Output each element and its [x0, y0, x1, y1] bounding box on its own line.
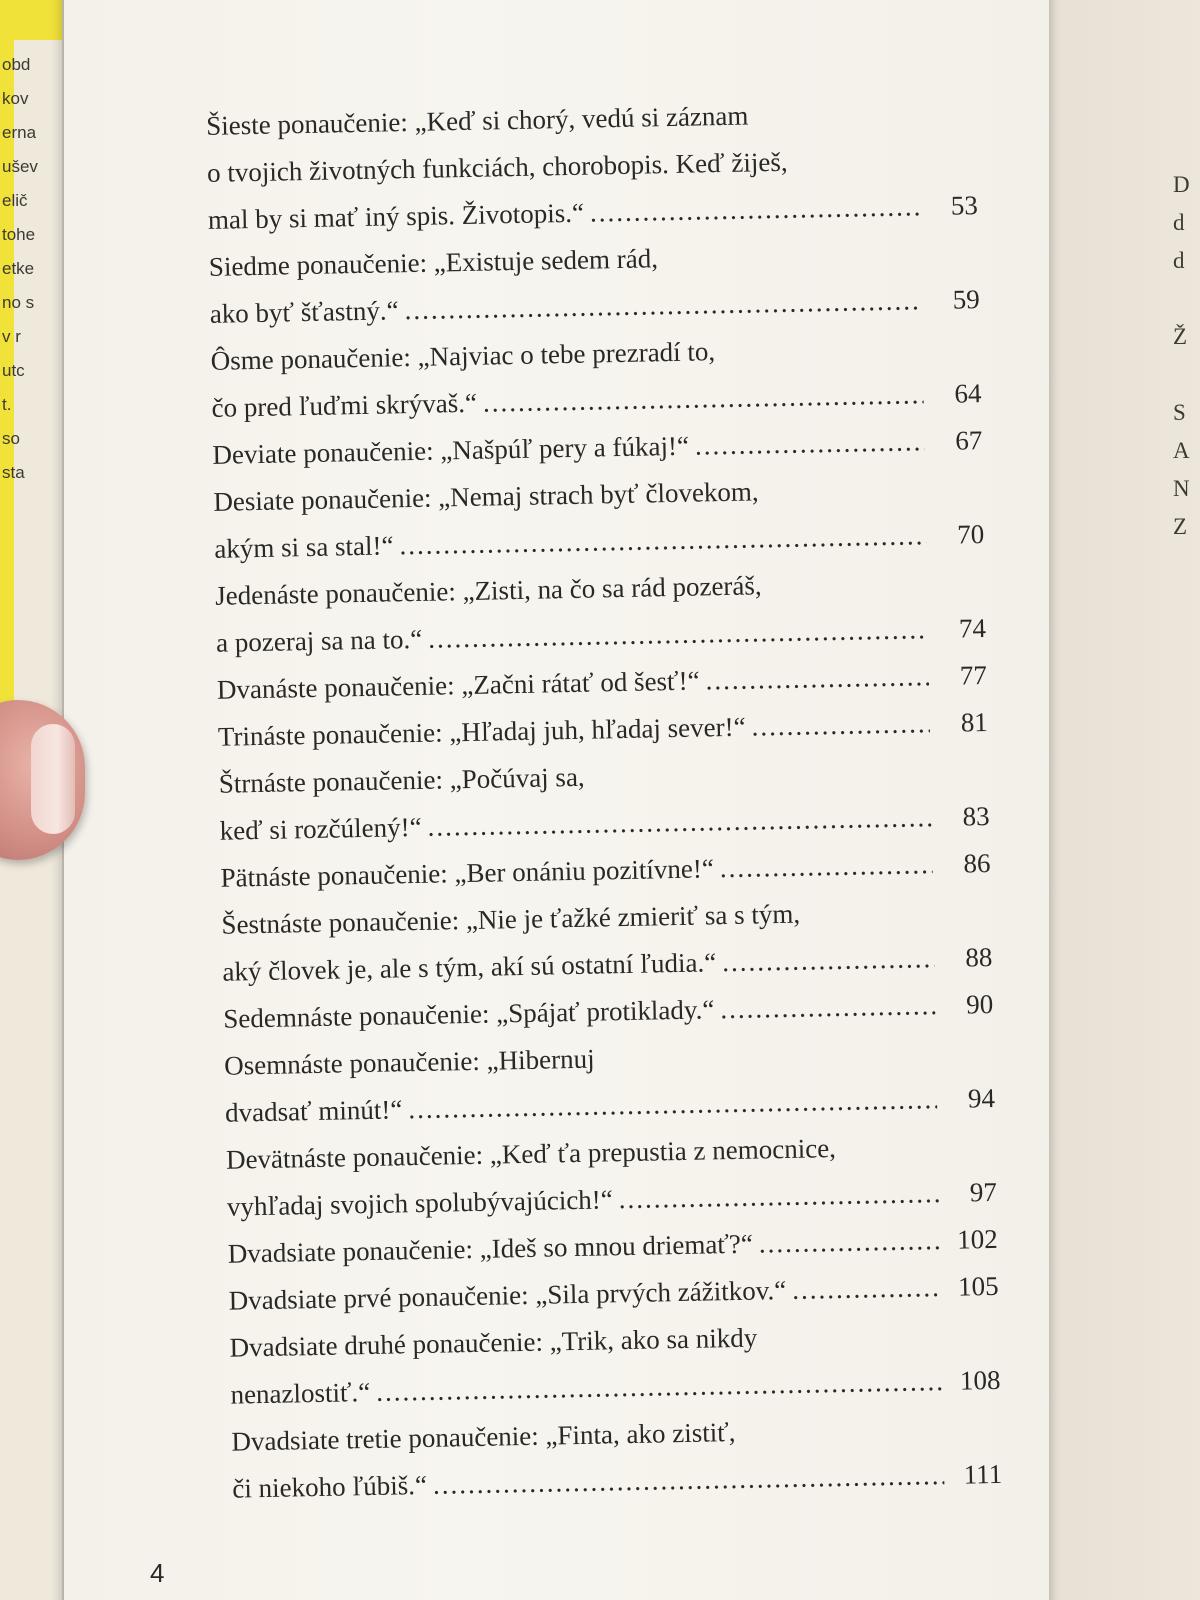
toc-entry-line: o tvojich životných funkciách, chorobopis. Keď žiješ,: [206, 146, 788, 188]
toc-entry-line: ako byť šťastný.“: [209, 295, 399, 329]
toc-entry-line: nenazlostiť.“: [230, 1376, 371, 1410]
toc-entry-line: Dvadsiate druhé ponaučenie: „Trik, ako sa nikdy: [229, 1322, 758, 1363]
toc-entry-line: Dvadsiate tretie ponaučenie: „Finta, ako zistiť,: [231, 1416, 736, 1457]
toc-page-number: 108: [959, 1364, 1001, 1396]
book-page: [64, 0, 1049, 1600]
right-adjacent-page: [1045, 0, 1200, 1600]
toc-entry-line: dvadsať minút!“: [224, 1094, 403, 1128]
toc-entry-line: a pozeraj sa na to.“: [215, 623, 423, 658]
dot-leader: [694, 418, 924, 469]
toc-entry-line: Deviate ponaučenie: „Našpúľ pery a fúkaj!“: [212, 430, 690, 470]
toc-page-number: 86: [963, 847, 991, 879]
toc-entry-line: Osemnáste ponaučenie: „Hibernuj: [223, 1043, 595, 1081]
toc-entry: [208, 229, 980, 338]
toc-entry: [231, 1404, 1003, 1513]
toc-entry-line: Ôsme ponaučenie: „Najviac o tebe prezradí to,: [210, 336, 716, 376]
toc-entry-line: Pätnáste ponaučenie: „Ber onániu pozitívne!“: [220, 853, 715, 893]
toc-page-number: 83: [962, 800, 990, 832]
toc-page-number: 70: [956, 519, 985, 550]
toc-entry-line: čo pred ľuďmi skrývaš.“: [211, 387, 478, 423]
table-of-contents: [49, 0, 1065, 1600]
toc-entry-line: Šestnáste ponaučenie: „Nie je ťažké zmieriť sa s tým,: [221, 898, 801, 940]
toc-entry-line: Dvanáste ponaučenie: „Začni rátať od šesť!“: [216, 665, 700, 705]
toc-page-number: 53: [950, 190, 979, 221]
toc-entry-line: akým si sa stal!“: [214, 530, 394, 564]
toc-entry-line: Dvadsiate ponaučenie: „Ideš so mnou driemať?“: [227, 1228, 754, 1269]
dot-leader: [589, 183, 920, 236]
right-page-text-fragments: D d d Ž S A N Z: [1173, 172, 1190, 539]
toc-entry-line: Trináste ponaučenie: „Hľadaj juh, hľadaj sever!“: [217, 711, 746, 752]
left-page-text-fragments: obd kov erna ušev elič tohe etke no s v r utc t. so sta: [2, 55, 38, 482]
dot-leader: [720, 982, 936, 1033]
toc-entry-line: Devätnáste ponaučenie: „Keď ťa prepustia z nemocnice,: [225, 1133, 837, 1175]
toc-entry: [229, 1310, 1001, 1419]
toc-page-number: 111: [963, 1458, 1003, 1490]
toc-entry-line: Dvadsiate prvé ponaučenie: „Sila prvých zážitkov.“: [228, 1274, 787, 1316]
toc-page-number: 97: [969, 1176, 998, 1208]
toc-page-number: 64: [954, 378, 982, 409]
toc-entry: [224, 1028, 996, 1137]
toc-entry: [210, 323, 982, 432]
dot-leader: [722, 935, 935, 986]
toc-page-number: 81: [960, 707, 989, 738]
toc-entry-line: keď si rozčúlený!“: [219, 811, 422, 846]
dot-leader: [719, 841, 933, 892]
toc-page-number: 67: [955, 425, 983, 456]
toc-entry-line: Šieste ponaučenie: „Keď si chorý, vedú si záznam: [205, 100, 749, 141]
dot-leader: [751, 700, 930, 750]
thumbnail-nail: [31, 724, 75, 834]
toc-page-number: 94: [967, 1082, 996, 1114]
toc-entry: [215, 558, 987, 667]
dot-leader: [482, 371, 923, 426]
toc-entry: [213, 464, 985, 573]
toc-entry-line: či niekoho ľúbiš.“: [232, 1469, 428, 1504]
toc-entry-line: Sedemnáste ponaučenie: „Spájať protiklady.“: [223, 994, 715, 1034]
toc-page-number: 102: [956, 1223, 998, 1255]
toc-entry: [221, 887, 993, 996]
toc-entry: [226, 1122, 998, 1231]
toc-page-number: 77: [959, 660, 988, 691]
toc-entry-line: Desiate ponaučenie: „Nemaj strach byť človekom,: [213, 476, 759, 517]
dot-leader: [433, 1452, 945, 1509]
dot-leader: [705, 653, 929, 704]
dot-leader: [618, 1170, 939, 1223]
toc-entry: [206, 88, 979, 244]
dot-leader: [758, 1217, 940, 1267]
toc-page-number: 90: [965, 988, 994, 1020]
toc-entry-line: mal by si mať iný spis. Životopis.“: [207, 197, 585, 235]
toc-entry-line: Štrnáste ponaučenie: „Počúvaj sa,: [218, 761, 585, 799]
toc-page-number: 105: [957, 1270, 999, 1302]
toc-entry-line: vyhľadaj svojich spolubývajúcich!“: [226, 1184, 614, 1222]
toc-entry-line: Siedme ponaučenie: „Existuje sedem rád,: [208, 243, 659, 282]
toc-entry-line: Jedenáste ponaučenie: „Zisti, na čo sa rád pozeráš,: [214, 570, 762, 611]
toc-entry-line: aký človek je, ale s tým, akí sú ostatní ľudia.“: [222, 947, 717, 987]
toc-entry: [218, 746, 990, 855]
toc-page-number: 74: [958, 613, 987, 644]
page-number: 4: [150, 1558, 165, 1588]
toc-page-number: 59: [952, 284, 980, 315]
toc-page-number: 88: [964, 941, 993, 973]
dot-leader: [792, 1264, 941, 1314]
